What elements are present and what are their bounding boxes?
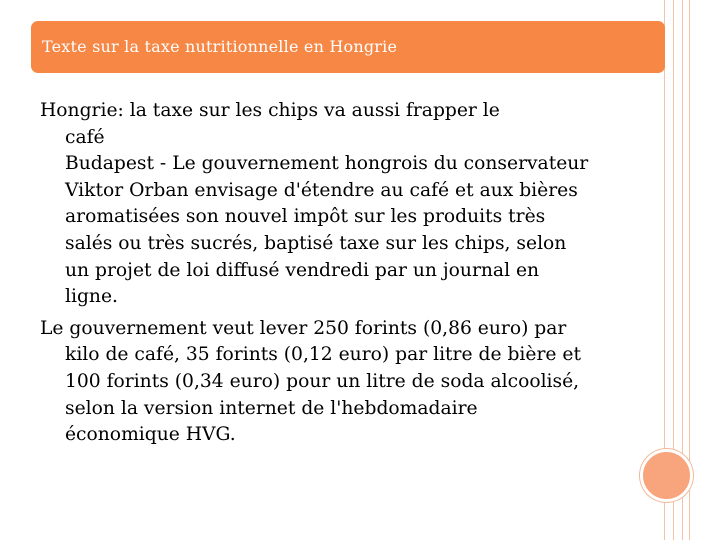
text-line: économique HVG. xyxy=(65,424,236,446)
text-line: Viktor Orban envisage d'étendre au café et aux bières xyxy=(65,179,578,201)
paragraph-1 xyxy=(40,98,636,311)
headline-line-2: café xyxy=(65,126,105,148)
text-line: 100 forints (0,34 euro) pour un litre de soda alcoolisé, xyxy=(65,370,580,392)
decorative-circle xyxy=(640,449,693,502)
text-line: ligne. xyxy=(65,286,118,308)
text-line: un projet de loi diffusé vendredi par un journal en xyxy=(65,259,540,281)
text-line: salés ou très sucrés, baptisé taxe sur les chips, selon xyxy=(65,232,567,254)
title-bar xyxy=(31,21,665,73)
headline-line-1: Hongrie: la taxe sur les chips va aussi frapper le xyxy=(40,100,500,121)
text-line: selon la version internet de l'hebdomadaire xyxy=(65,397,478,419)
decorative-line xyxy=(689,0,690,540)
slide-body xyxy=(40,98,636,449)
text-line: Le gouvernement veut lever 250 forints (0,86 euro) par xyxy=(40,317,567,339)
paragraph-2 xyxy=(40,316,636,449)
slide-title: Texte sur la taxe nutritionnelle en Hongrie xyxy=(42,37,398,56)
text-line: aromatisées son nouvel impôt sur les produits très xyxy=(65,206,546,228)
text-line: kilo de café, 35 forints (0,12 euro) par litre de bière et xyxy=(65,344,581,366)
text-line: Budapest - Le gouvernement hongrois du conservateur xyxy=(65,153,589,175)
